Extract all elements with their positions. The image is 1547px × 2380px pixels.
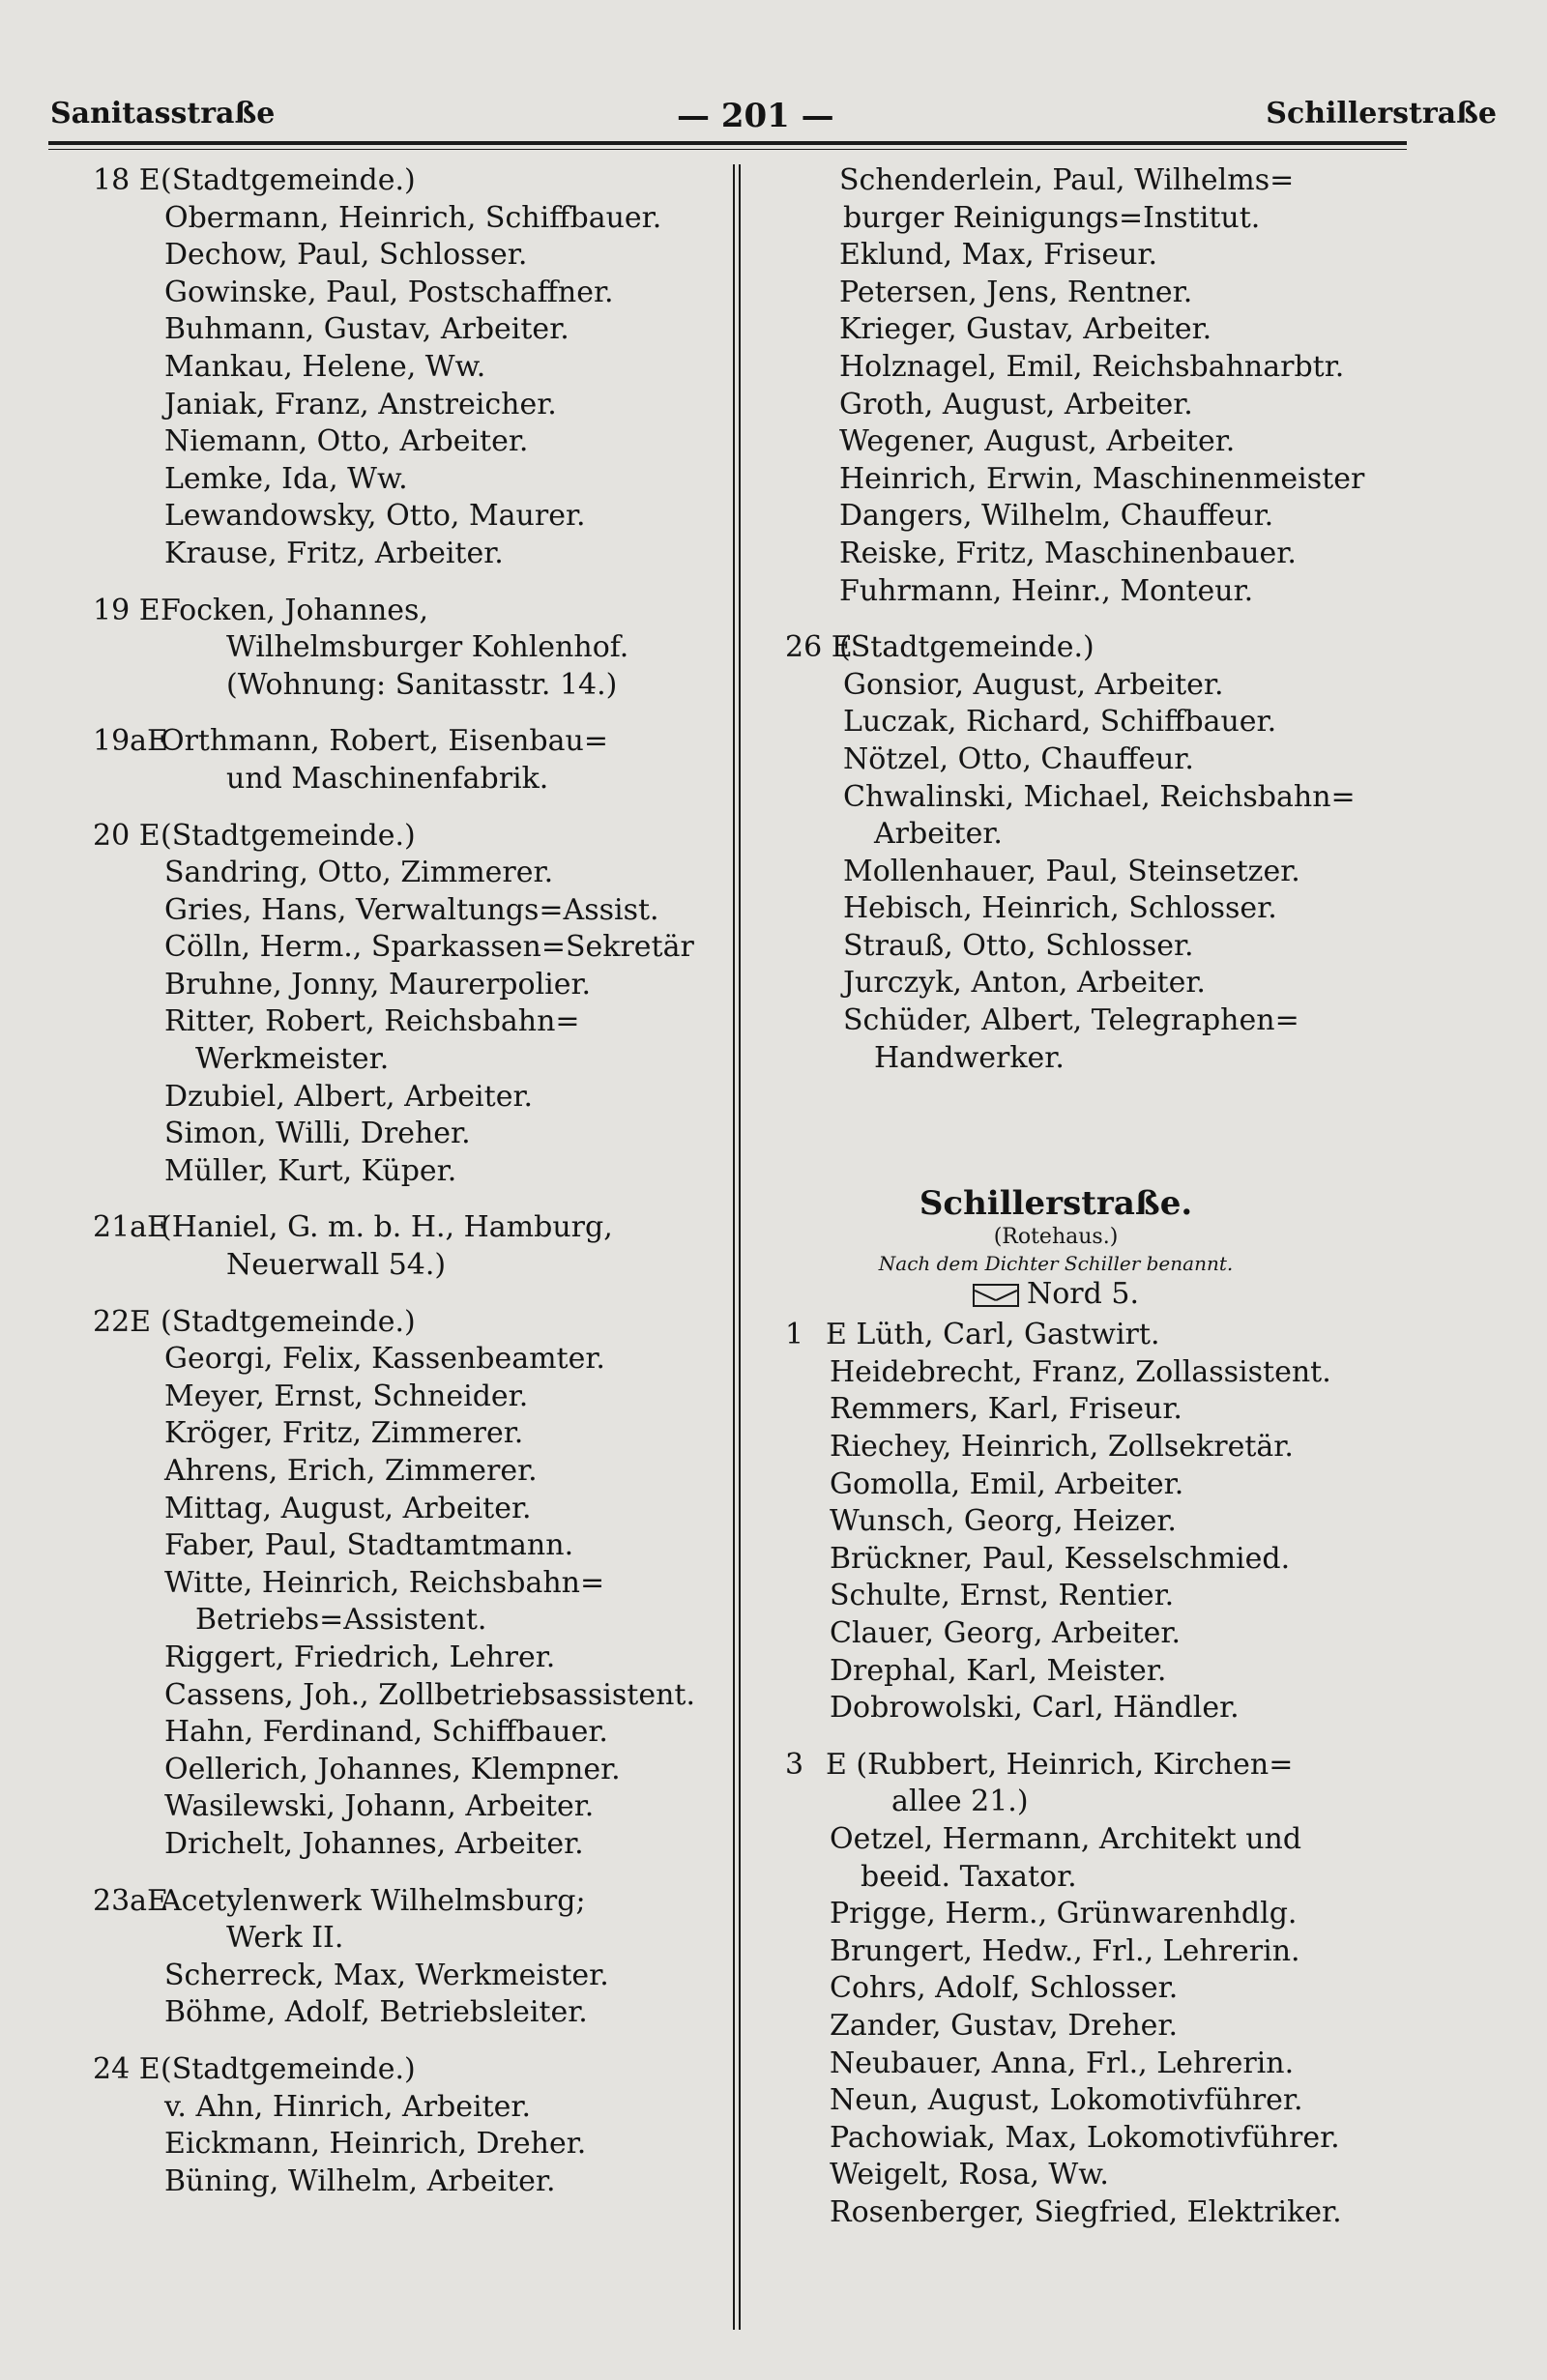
- resident-line: Böhme, Adolf, Betriebsleiter.: [164, 1995, 588, 2030]
- house-line: [93, 1209, 721, 1247]
- resident-continuation: burger Reinigungs=Institut.: [843, 200, 1261, 235]
- resident-continuation: Handwerker.: [874, 1040, 1065, 1075]
- resident-line: Gries, Hans, Verwaltungs=Assist.: [164, 892, 659, 927]
- house-owner: (Stadtgemeinde.): [161, 2051, 416, 2086]
- resident-continuation: Werkmeister.: [195, 1042, 390, 1077]
- postal-district: Nord 5.: [1026, 1277, 1139, 1312]
- header-left-street: Sanitasstraße: [50, 97, 276, 131]
- resident-line: Sandring, Otto, Zimmerer.: [164, 856, 554, 890]
- column-divider-right: [739, 164, 741, 2330]
- resident-line: Mittag, August, Arbeiter.: [164, 1491, 532, 1525]
- resident-line: Remmers, Karl, Friseur.: [830, 1392, 1182, 1427]
- resident-continuation: beeid. Taxator.: [861, 1859, 1077, 1894]
- page-number: — 201 —: [677, 97, 834, 135]
- house-number: 21aE: [93, 1210, 168, 1245]
- resident-line: Wasilewski, Johann, Arbeiter.: [164, 1789, 595, 1824]
- resident-line: Weigelt, Rosa, Ww.: [830, 2158, 1109, 2192]
- resident-line: Obermann, Heinrich, Schiffbauer.: [164, 200, 662, 235]
- house-number: 23aE: [93, 1883, 168, 1918]
- house-entry: [93, 1209, 721, 1284]
- schillerstrasse-entries: [785, 1317, 1452, 2231]
- resident-line: Gomolla, Emil, Arbeiter.: [830, 1466, 1184, 1501]
- house-number: 18 E: [93, 163, 161, 197]
- street-description: Nach dem Dichter Schiller benannt.: [878, 1252, 1234, 1276]
- house-entry: [93, 818, 721, 1191]
- resident-line: Faber, Paul, Stadtamtmann.: [164, 1528, 574, 1563]
- resident-line: Georgi, Felix, Kassenbeamter.: [164, 1342, 605, 1377]
- resident-line: Müller, Kurt, Küper.: [164, 1153, 457, 1188]
- house-line: [93, 723, 721, 761]
- resident-line: Heidebrecht, Franz, Zollassistent.: [830, 1354, 1331, 1389]
- resident-line: Krieger, Gustav, Arbeiter.: [839, 312, 1212, 347]
- resident-line: Schulte, Ernst, Rentier.: [830, 1579, 1175, 1613]
- resident-line: Krause, Fritz, Arbeiter.: [164, 536, 504, 570]
- resident-line: Neun, August, Lokomotivführer.: [830, 2083, 1303, 2118]
- resident-line: Schenderlein, Paul, Wilhelms=: [839, 163, 1295, 197]
- house-owner: Orthmann, Robert, Eisenbau=: [161, 724, 608, 759]
- house-entry: [93, 1304, 721, 1864]
- resident-line: Holznagel, Emil, Reichsbahnarbtr.: [839, 349, 1345, 384]
- header-right-street: Schillerstraße: [1266, 97, 1497, 131]
- resident-line: Drichelt, Johannes, Arbeiter.: [164, 1826, 584, 1861]
- resident-line: Büning, Wilhelm, Arbeiter.: [164, 2163, 556, 2198]
- resident-line: Fuhrmann, Heinr., Monteur.: [839, 573, 1254, 608]
- resident-continuation: Betriebs=Assistent.: [195, 1603, 487, 1638]
- house-entry: [785, 1747, 1452, 2232]
- house-line: [93, 1304, 721, 1342]
- resident-line: Cassens, Joh., Zollbetriebsassistent.: [164, 1677, 695, 1712]
- resident-line: Cölln, Herm., Sparkassen=Sekretär: [164, 930, 694, 965]
- house-owner: (Haniel, G. m. b. H., Hamburg,: [161, 1210, 613, 1245]
- resident-line: Dobrowolski, Carl, Händler.: [830, 1691, 1240, 1726]
- resident-line: Schüder, Albert, Telegraphen=: [843, 1003, 1299, 1038]
- resident-line: Oetzel, Hermann, Architekt und: [830, 1821, 1302, 1856]
- envelope-icon: [973, 1284, 1019, 1307]
- resident-line: Ahrens, Erich, Zimmerer.: [164, 1454, 538, 1488]
- house-owner: (Stadtgemeinde.): [161, 818, 416, 853]
- house-owner: E (Rubbert, Heinrich, Kirchen=: [826, 1747, 1294, 1782]
- resident-line: Nötzel, Otto, Chauffeur.: [843, 741, 1194, 776]
- resident-line: Meyer, Ernst, Schneider.: [164, 1379, 529, 1413]
- house-owner: (Stadtgemeinde.): [839, 630, 1095, 665]
- house-entry: [93, 162, 721, 573]
- house-owner: (Stadtgemeinde.): [161, 1304, 416, 1339]
- resident-line: Heinrich, Erwin, Maschinenmeister: [839, 461, 1365, 496]
- left-column: [93, 162, 721, 2220]
- house-line: [93, 2051, 721, 2089]
- house-number: 24 E: [93, 2051, 161, 2086]
- resident-line: Mankau, Helene, Ww.: [164, 349, 486, 384]
- resident-continuation: Arbeiter.: [874, 817, 1003, 852]
- owner-continuation: und Maschinenfabrik.: [226, 761, 549, 796]
- house-owner: Focken, Johannes,: [161, 593, 428, 627]
- house-entry: [93, 2051, 721, 2200]
- resident-line: Kröger, Fritz, Zimmerer.: [164, 1416, 524, 1451]
- house-entry: [93, 1883, 721, 2032]
- column-divider-left: [733, 164, 735, 2330]
- resident-line: Groth, August, Arbeiter.: [839, 387, 1193, 421]
- resident-line: Bruhne, Jonny, Maurerpolier.: [164, 967, 592, 1001]
- house-line: [785, 1747, 1452, 1785]
- header-rule-thin: [48, 149, 1407, 150]
- resident-line: Mollenhauer, Paul, Steinsetzer.: [843, 854, 1300, 888]
- resident-line: Lewandowsky, Otto, Maurer.: [164, 499, 586, 534]
- resident-line: Rosenberger, Siegfried, Elektriker.: [830, 2194, 1342, 2229]
- resident-line: Niemann, Otto, Arbeiter.: [164, 424, 529, 459]
- house-number: 22E: [93, 1304, 152, 1339]
- resident-line: Luczak, Richard, Schiffbauer.: [843, 705, 1277, 740]
- resident-line: Hebisch, Heinrich, Schlosser.: [843, 891, 1277, 926]
- house-number: 1: [785, 1318, 804, 1352]
- resident-line: Jurczyk, Anton, Arbeiter.: [843, 966, 1206, 1001]
- house-number: 26 E: [785, 630, 853, 665]
- right-column: [785, 162, 1452, 2251]
- house-line: [785, 1317, 1452, 1354]
- resident-line: Riggert, Friedrich, Lehrer.: [164, 1640, 556, 1674]
- house-line: [93, 593, 721, 630]
- resident-line: Eklund, Max, Friseur.: [839, 238, 1157, 273]
- resident-line: Brungert, Hedw., Frl., Lehrerin.: [830, 1933, 1300, 1968]
- owner-continuation: Neuerwall 54.): [226, 1248, 447, 1283]
- header-rule-thick: [48, 141, 1407, 145]
- resident-line: Pachowiak, Max, Lokomotivführer.: [830, 2120, 1340, 2155]
- house-line: [93, 162, 721, 200]
- house-number: 19 E: [93, 593, 161, 627]
- owner-continuation: Wilhelmsburger Kohlenhof.: [226, 630, 629, 665]
- resident-line: Buhmann, Gustav, Arbeiter.: [164, 312, 569, 347]
- house-entry: [93, 593, 721, 705]
- house-number: 19aE: [93, 724, 168, 759]
- resident-line: v. Ahn, Hinrich, Arbeiter.: [164, 2089, 531, 2124]
- resident-line: Wunsch, Georg, Heizer.: [830, 1504, 1177, 1539]
- house-owner: E Lüth, Carl, Gastwirt.: [826, 1318, 1160, 1352]
- resident-line: Prigge, Herm., Grünwarenhdlg.: [830, 1897, 1298, 1931]
- resident-line: Dzubiel, Albert, Arbeiter.: [164, 1079, 534, 1114]
- resident-line: Dechow, Paul, Schlosser.: [164, 238, 528, 273]
- resident-line: Ritter, Robert, Reichsbahn=: [164, 1004, 580, 1039]
- house-entry: [785, 629, 1452, 1077]
- house-number: 3: [785, 1747, 804, 1782]
- resident-line: Clauer, Georg, Arbeiter.: [830, 1616, 1181, 1650]
- resident-line: Lemke, Ida, Ww.: [164, 461, 408, 496]
- resident-line: Witte, Heinrich, Reichsbahn=: [164, 1565, 605, 1600]
- house-entry: [785, 1317, 1452, 1727]
- house-number: 20 E: [93, 818, 161, 853]
- resident-line: Riechey, Heinrich, Zollsekretär.: [830, 1430, 1294, 1465]
- resident-line: Neubauer, Anna, Frl., Lehrerin.: [830, 2046, 1295, 2080]
- resident-line: Wegener, August, Arbeiter.: [839, 424, 1236, 459]
- house-line: [93, 818, 721, 856]
- resident-line: Strauß, Otto, Schlosser.: [843, 928, 1194, 963]
- resident-line: Eickmann, Heinrich, Dreher.: [164, 2127, 587, 2162]
- house-entry: [93, 723, 721, 798]
- resident-line: Reiske, Fritz, Maschinenbauer.: [839, 536, 1297, 570]
- street-subtitle: (Rotehaus.): [993, 1225, 1119, 1250]
- house-owner: (Stadtgemeinde.): [161, 163, 416, 197]
- owner-continuation: (Wohnung: Sanitasstr. 14.): [226, 667, 618, 702]
- resident-line: Zander, Gustav, Dreher.: [830, 2008, 1179, 2043]
- resident-line: Janiak, Franz, Anstreicher.: [164, 387, 557, 421]
- resident-line: Petersen, Jens, Rentner.: [839, 275, 1193, 309]
- house-line: [93, 1883, 721, 1921]
- resident-line: Scherreck, Max, Werkmeister.: [164, 1958, 609, 1992]
- resident-line: Oellerich, Johannes, Klempner.: [164, 1752, 621, 1786]
- resident-line: Gowinske, Paul, Postschaffner.: [164, 275, 614, 309]
- resident-line: Drephal, Karl, Meister.: [830, 1653, 1167, 1688]
- street-title: Schillerstraße.: [919, 1184, 1193, 1224]
- street-heading: [785, 1183, 1327, 1313]
- street-postal: [785, 1276, 1327, 1313]
- right-column-entries: [785, 629, 1452, 1077]
- house-owner: Acetylenwerk Wilhelmsburg;: [161, 1883, 586, 1918]
- resident-line: Simon, Willi, Dreher.: [164, 1117, 471, 1151]
- house-line: [785, 629, 1452, 667]
- resident-line: Hahn, Ferdinand, Schiffbauer.: [164, 1715, 608, 1750]
- resident-line: Gonsior, August, Arbeiter.: [843, 667, 1224, 702]
- resident-line: Brückner, Paul, Kesselschmied.: [830, 1541, 1291, 1576]
- resident-line: Cohrs, Adolf, Schlosser.: [830, 1971, 1179, 2006]
- resident-line: Dangers, Wilhelm, Chauffeur.: [839, 499, 1274, 534]
- owner-continuation: allee 21.): [891, 1785, 1029, 1819]
- owner-continuation: Werk II.: [226, 1921, 344, 1956]
- resident-line: Chwalinski, Michael, Reichsbahn=: [843, 779, 1356, 814]
- right-column-continuation: [785, 162, 1452, 610]
